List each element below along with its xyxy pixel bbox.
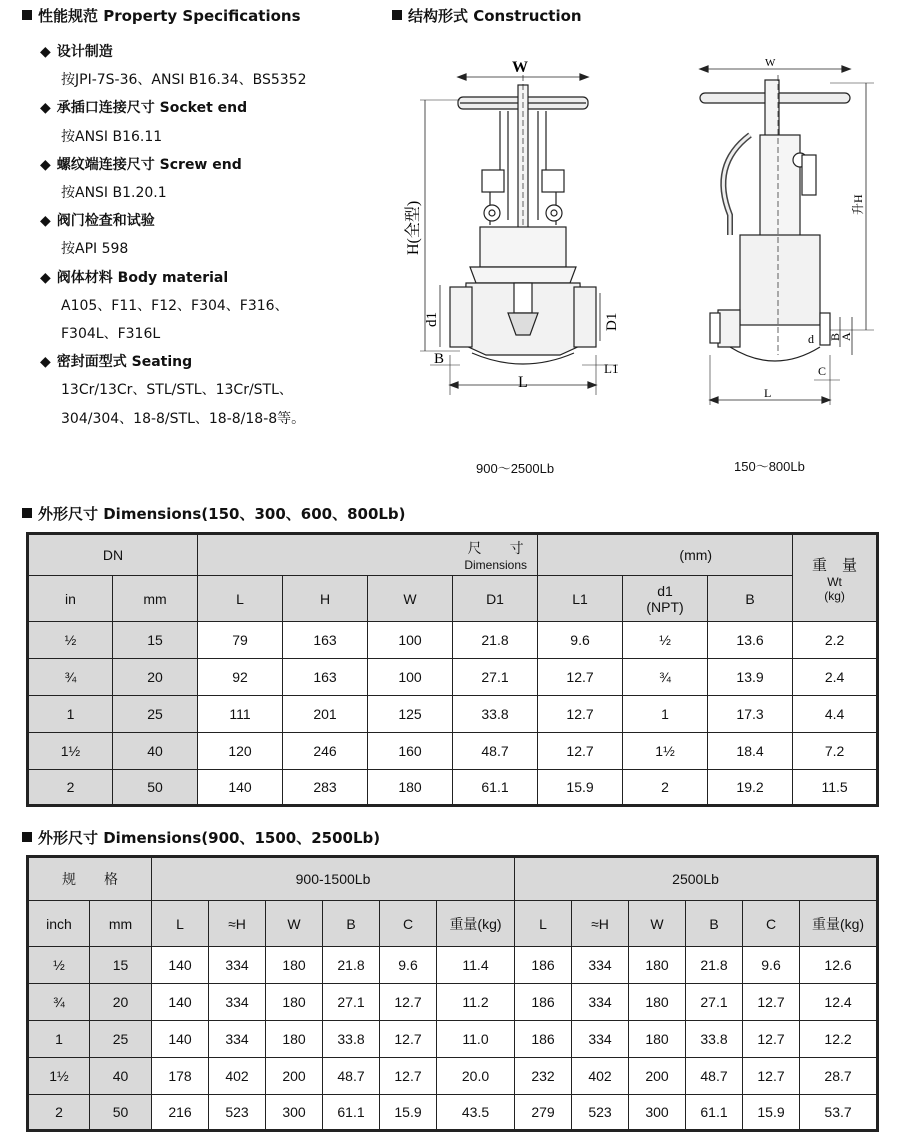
table-cell: 11.0 xyxy=(437,1021,515,1058)
table-cell: 100 xyxy=(368,622,453,659)
diamond-bullet-icon: ◆ xyxy=(40,156,51,173)
table-cell: 9.6 xyxy=(380,947,437,984)
table-cell: 125 xyxy=(368,696,453,733)
table-cell: ½ xyxy=(28,947,90,984)
square-bullet-icon xyxy=(22,508,32,518)
table-cell: 523 xyxy=(572,1095,629,1131)
table-cell: 180 xyxy=(266,947,323,984)
table-cell: 12.7 xyxy=(743,1021,800,1058)
spec-value: 按ANSI B16.11 xyxy=(61,128,163,145)
dim-label-d-right: d xyxy=(808,332,814,346)
col-header-d1: D1 xyxy=(453,576,538,622)
spec-value: A105、F11、F12、F304、F316、 xyxy=(61,297,289,314)
col-header: ≈H xyxy=(209,901,266,947)
col-header: 重量(kg) xyxy=(437,901,515,947)
table-cell: 25 xyxy=(90,1021,152,1058)
table-cell: 186 xyxy=(515,947,572,984)
col-header: inch xyxy=(28,901,90,947)
table-cell: 12.7 xyxy=(538,733,623,770)
table-row xyxy=(28,622,878,659)
col-header: C xyxy=(743,901,800,947)
table-cell: 15.9 xyxy=(743,1095,800,1131)
table-cell: 12.2 xyxy=(800,1021,878,1058)
table-cell: 1½ xyxy=(623,733,708,770)
table-cell: 140 xyxy=(152,984,209,1021)
spec-value: 按API 598 xyxy=(61,241,129,258)
table-cell: 2 xyxy=(28,1095,90,1131)
col-header: L xyxy=(152,901,209,947)
col-header: L xyxy=(515,901,572,947)
header-2500: 2500Lb xyxy=(515,857,878,901)
table-cell: 180 xyxy=(629,1021,686,1058)
dim-label-b-right: B xyxy=(828,332,842,341)
gate-valve-drawing-low-pressure xyxy=(690,55,890,405)
table-cell: 160 xyxy=(368,733,453,770)
col-header: W xyxy=(266,901,323,947)
table-cell: ¾ xyxy=(623,659,708,696)
table-row xyxy=(28,984,878,1021)
table-cell: 53.7 xyxy=(800,1095,878,1131)
dimensions-table-900-2500 xyxy=(26,855,879,1132)
table-cell: 61.1 xyxy=(686,1095,743,1131)
table-cell: 1 xyxy=(28,1021,90,1058)
table-cell: ½ xyxy=(623,622,708,659)
square-bullet-icon xyxy=(392,10,402,20)
table-cell: 180 xyxy=(629,984,686,1021)
table-cell: 15.9 xyxy=(380,1095,437,1131)
dim-label-d1: d1 xyxy=(424,312,440,327)
table-cell: 7.2 xyxy=(793,733,878,770)
table-cell: 402 xyxy=(572,1058,629,1095)
table-cell: 279 xyxy=(515,1095,572,1131)
table-cell: 11.2 xyxy=(437,984,515,1021)
table-cell: 61.1 xyxy=(453,770,538,806)
table-cell: 2.4 xyxy=(793,659,878,696)
table-cell: ¾ xyxy=(28,659,113,696)
table-row xyxy=(28,659,878,696)
table-cell: 27.1 xyxy=(323,984,380,1021)
table-cell: 334 xyxy=(209,984,266,1021)
table-cell: 180 xyxy=(629,947,686,984)
spec-value: 13Cr/13Cr、STL/STL、13Cr/STL、 xyxy=(61,382,293,399)
table-cell: 1 xyxy=(28,696,113,733)
table-cell: 33.8 xyxy=(323,1021,380,1058)
table-cell: 21.8 xyxy=(453,622,538,659)
diamond-bullet-icon: ◆ xyxy=(40,44,51,60)
table-cell: 111 xyxy=(198,696,283,733)
table-cell: 12.7 xyxy=(538,696,623,733)
caption-low-pressure: 150～800Lb xyxy=(734,459,805,474)
table-cell: 48.7 xyxy=(323,1058,380,1095)
dim-label-l1: L1 xyxy=(604,361,619,376)
table-cell: 2 xyxy=(623,770,708,806)
col-header: W xyxy=(629,901,686,947)
diamond-bullet-icon: ◆ xyxy=(40,269,51,286)
table-cell: 21.8 xyxy=(686,947,743,984)
table-cell: 1½ xyxy=(28,733,113,770)
table-cell: 13.6 xyxy=(708,622,793,659)
spec-value: 按JPI-7S-36、ANSI B16.34、BS5352 xyxy=(61,72,307,89)
table-cell: 334 xyxy=(572,947,629,984)
table-cell: 334 xyxy=(209,947,266,984)
table-cell: 12.6 xyxy=(800,947,878,984)
table-row xyxy=(28,770,878,806)
table-cell: 100 xyxy=(368,659,453,696)
table-cell: 12.7 xyxy=(743,984,800,1021)
col-header-h: H xyxy=(283,576,368,622)
square-bullet-icon xyxy=(22,832,32,842)
col-header-w: W xyxy=(368,576,453,622)
table-cell: 4.4 xyxy=(793,696,878,733)
header-dimensions: 尺 寸 Dimensions xyxy=(198,534,538,576)
header-weight: 重 量 Wt (kg) xyxy=(793,534,878,622)
dim-label-w: W xyxy=(512,59,528,76)
header-dn: DN xyxy=(28,534,198,576)
table-cell: 19.2 xyxy=(708,770,793,806)
table-cell: 200 xyxy=(629,1058,686,1095)
col-header: B xyxy=(686,901,743,947)
table-cell: 523 xyxy=(209,1095,266,1131)
table-cell: 200 xyxy=(266,1058,323,1095)
dim-label-w-right: W xyxy=(765,57,776,69)
dim-label-l: L xyxy=(518,374,528,391)
square-bullet-icon xyxy=(22,10,32,20)
table2-title: 外形尺寸 Dimensions(900、1500、2500Lb) xyxy=(22,827,380,848)
col-header-l: L xyxy=(198,576,283,622)
table-cell: 180 xyxy=(266,1021,323,1058)
table-cell: 232 xyxy=(515,1058,572,1095)
spec-list xyxy=(40,38,380,433)
table-cell: 180 xyxy=(368,770,453,806)
header-900-1500: 900-1500Lb xyxy=(152,857,515,901)
table-cell: 15 xyxy=(90,947,152,984)
col-header-in: in xyxy=(28,576,113,622)
table-cell: 33.8 xyxy=(686,1021,743,1058)
col-header: ≈H xyxy=(572,901,629,947)
table-cell: 12.7 xyxy=(380,1021,437,1058)
table-cell: 334 xyxy=(572,984,629,1021)
table-cell: 33.8 xyxy=(453,696,538,733)
table-cell: 2.2 xyxy=(793,622,878,659)
spec-heading: ◆ 螺纹端连接尺寸 Screw end xyxy=(40,151,380,179)
table-cell: 216 xyxy=(152,1095,209,1131)
dim-label-D1: D1 xyxy=(604,312,620,331)
header-spec: 规 格 xyxy=(28,857,152,901)
spec-section-title: 性能规范 Property Specifications xyxy=(22,5,301,26)
table-cell: 17.3 xyxy=(708,696,793,733)
table-cell: 9.6 xyxy=(538,622,623,659)
table-cell: 1½ xyxy=(28,1058,90,1095)
table-cell: ¾ xyxy=(28,984,90,1021)
table-cell: 12.7 xyxy=(380,984,437,1021)
spec-heading: ◆ 阀体材料 Body material xyxy=(40,264,380,292)
table-cell: 48.7 xyxy=(453,733,538,770)
table-cell: 43.5 xyxy=(437,1095,515,1131)
table-cell: 20 xyxy=(113,659,198,696)
table-cell: 28.7 xyxy=(800,1058,878,1095)
dim-label-l-right: L xyxy=(764,386,772,400)
col-header: B xyxy=(323,901,380,947)
dim-label-h: H(全型) xyxy=(405,200,422,255)
table-row xyxy=(28,947,878,984)
table-cell: 402 xyxy=(209,1058,266,1095)
table-cell: 120 xyxy=(198,733,283,770)
table-cell: 11.4 xyxy=(437,947,515,984)
table-cell: 163 xyxy=(283,659,368,696)
table-cell: 178 xyxy=(152,1058,209,1095)
col-header: 重量(kg) xyxy=(800,901,878,947)
table-cell: 246 xyxy=(283,733,368,770)
spec-heading: ◆ 承插口连接尺寸 Socket end xyxy=(40,94,380,122)
spec-value: 304/304、18-8/STL、18-8/18-8等。 xyxy=(61,410,306,427)
spec-heading: ◆ 阀门检查和试验 xyxy=(40,207,380,235)
table-cell: 15.9 xyxy=(538,770,623,806)
table-cell: 48.7 xyxy=(686,1058,743,1095)
table-cell: 92 xyxy=(198,659,283,696)
table-cell: 12.4 xyxy=(800,984,878,1021)
table-cell: 186 xyxy=(515,984,572,1021)
table-cell: 21.8 xyxy=(323,947,380,984)
table-cell: 201 xyxy=(283,696,368,733)
dim-label-h-right: 升H xyxy=(851,194,865,215)
header-unit: (mm) xyxy=(538,534,793,576)
spec-heading: ◆ 密封面型式 Seating xyxy=(40,348,380,376)
col-header-b: B xyxy=(708,576,793,622)
table-cell: 140 xyxy=(198,770,283,806)
spec-heading: ◆ 设计制造 xyxy=(40,38,380,66)
table-cell: 50 xyxy=(90,1095,152,1131)
diamond-bullet-icon: ◆ xyxy=(40,100,51,117)
spec-value: 按ANSI B1.20.1 xyxy=(61,185,167,202)
col-header-mm: mm xyxy=(113,576,198,622)
table-cell: 9.6 xyxy=(743,947,800,984)
table-cell: 334 xyxy=(209,1021,266,1058)
table-cell: 13.9 xyxy=(708,659,793,696)
table-row xyxy=(28,696,878,733)
table-cell: 163 xyxy=(283,622,368,659)
diamond-bullet-icon: ◆ xyxy=(40,354,51,371)
table-cell: 12.7 xyxy=(743,1058,800,1095)
table-cell: 180 xyxy=(266,984,323,1021)
table-row xyxy=(28,1095,878,1131)
table-cell: 1 xyxy=(623,696,708,733)
table-cell: 40 xyxy=(113,733,198,770)
caption-high-pressure: 900～2500Lb xyxy=(476,461,555,476)
table-cell: ½ xyxy=(28,622,113,659)
table-cell: 18.4 xyxy=(708,733,793,770)
col-header: mm xyxy=(90,901,152,947)
table-cell: 20.0 xyxy=(437,1058,515,1095)
table-cell: 15 xyxy=(113,622,198,659)
gate-valve-drawing-high-pressure xyxy=(400,55,640,410)
table-cell: 11.5 xyxy=(793,770,878,806)
table-cell: 300 xyxy=(629,1095,686,1131)
table-cell: 140 xyxy=(152,1021,209,1058)
table-cell: 25 xyxy=(113,696,198,733)
table-cell: 27.1 xyxy=(686,984,743,1021)
col-header-l1: L1 xyxy=(538,576,623,622)
table-cell: 140 xyxy=(152,947,209,984)
table-cell: 50 xyxy=(113,770,198,806)
table-cell: 283 xyxy=(283,770,368,806)
table-row xyxy=(28,733,878,770)
table-cell: 40 xyxy=(90,1058,152,1095)
spec-value: F304L、F316L xyxy=(61,326,161,343)
table-row xyxy=(28,1058,878,1095)
diamond-bullet-icon: ◆ xyxy=(40,213,51,230)
table-cell: 2 xyxy=(28,770,113,806)
construction-section-title: 结构形式 Construction xyxy=(392,5,582,26)
table-cell: 186 xyxy=(515,1021,572,1058)
dim-label-b: B xyxy=(434,351,445,367)
dimensions-table-150-800 xyxy=(26,532,879,807)
table-cell: 20 xyxy=(90,984,152,1021)
table-row xyxy=(28,1021,878,1058)
table1-title: 外形尺寸 Dimensions(150、300、600、800Lb) xyxy=(22,503,406,524)
table-cell: 12.7 xyxy=(380,1058,437,1095)
table-cell: 300 xyxy=(266,1095,323,1131)
table-cell: 334 xyxy=(572,1021,629,1058)
table-cell: 27.1 xyxy=(453,659,538,696)
dim-label-a-right: A xyxy=(839,332,853,341)
table-cell: 79 xyxy=(198,622,283,659)
dim-label-c-right: C xyxy=(818,364,827,378)
col-header: C xyxy=(380,901,437,947)
table-cell: 12.7 xyxy=(538,659,623,696)
col-header-d1-npt: d1 (NPT) xyxy=(623,576,708,622)
table-cell: 61.1 xyxy=(323,1095,380,1131)
